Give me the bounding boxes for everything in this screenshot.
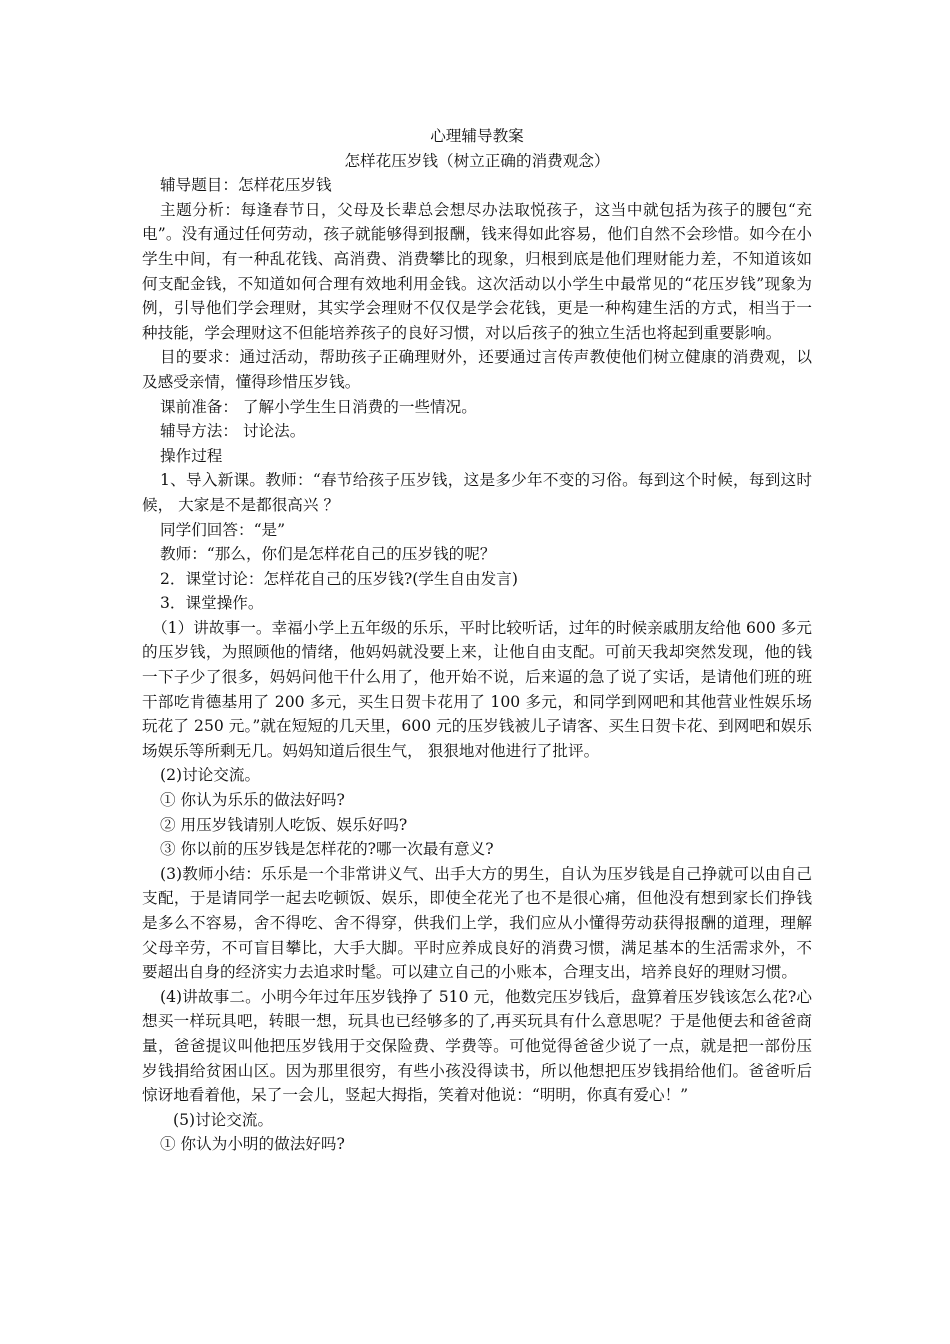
story-2-paragraph: (4)讲故事二。小明今年过年压岁钱挣了 510 元，他数完压岁钱后，盘算着压岁钱该怎么花?心想买一样玩具吧，转眼一想，玩具也已经够多的了,再买玩具有什么意思呢？于是他便去和爸爸商量，爸爸提议叫他把压岁钱用于交保险费、学费等。可他觉得爸爸少说了一点，就是把一部份压岁钱捐给贫困山区。因为那里很穷，有些小孩没得读书，所以他想把压岁钱捐给他们。爸爸听后惊讶地看着他，呆了一会儿，竖起大拇指，笑着对他说：“明明，你真有爱心！” <box>142 987 812 1105</box>
step-2-line: 2．课堂讨论：怎样花自己的压岁钱?(学生自由发言) <box>160 569 518 588</box>
theme-analysis-paragraph: 主题分析：每逢春节日，父母及长辈总会想尽办法取悦孩子，这当中就包括为孩子的腰包“充电”。没有通过任何劳动，孩子就能够得到报酬，钱来得如此容易，他们自然不会珍惜。如今在小学生中间，有一种乱花钱、高消费、消费攀比的现象，归根到底是他们理财能力差，不知道该如何支配金钱，不知道如何合理有效地利用金钱。这次活动以小学生中最常见的“花压岁钱”现象为例，引导他们学会理财，其实学会理财不仅仅是学会花钱，更是一种构建生活的方式，相当于一种技能，学会理财这不但能培养孩子的良好习惯，对以后孩子的独立生活也将起到重要影响。 <box>142 200 812 342</box>
question-3-line: ③ 你以前的压岁钱是怎样花的?哪一次最有意义? <box>160 840 494 859</box>
step-3-line: 3．课堂操作。 <box>160 594 264 613</box>
question-2-line: ② 用压岁钱请别人吃饭、娱乐好吗? <box>160 815 408 834</box>
story-1-text: （1）讲故事一。幸福小学上五年级的乐乐，平时比较听话，过年的时候亲戚朋友给他 600 多元的压岁钱，为照顾他的情绪，他妈妈就没要上来，让他自由支配。可前天我却突然发现，他的钱一下子少了很多，妈妈问他干什么用了，他开始不说，后来逼的急了说了实话，是请他们班的班干部吃肯德基用了 200 多元，买生日贺卡花用了 100 多元，和同学到网吧和其他营业性娱乐场玩花了 250 元。”就在短短的几天里，600 元的压岁钱被儿子请客、买生日贺卡花、到网吧和娱乐场娱乐等所剩无几。妈妈知道后很生气， 狠狠地对他进行了批评。 <box>142 618 812 760</box>
discussion-5-line: (5)讨论交流。 <box>173 1110 274 1129</box>
document-subtitle: 怎样花压岁钱（树立正确的消费观念） <box>344 151 610 170</box>
document-title: 心理辅导教案 <box>430 127 524 145</box>
process-heading: 操作过程 <box>160 446 223 465</box>
teacher-question-line: 教师：“那么，你们是怎样花自己的压岁钱的呢？ <box>160 545 496 564</box>
student-answer-line: 同学们回答：“是” <box>160 520 286 539</box>
teacher-summary-paragraph: (3)教师小结：乐乐是一个非常讲义气、出手大方的男生，自认为压岁钱是自己挣就可以由自己支配，于是请同学一起去吃顿饭、娱乐，即使全花光了也不是很心痛，但他没有想到家长们挣钱是多么不容易，舍不得吃、舍不得穿，供我们上学，我们应从小懂得劳动获得报酬的道理，理解父母辛劳，不可盲目攀比，大手大脚。平时应养成良好的消费习惯，满足基本的生活需求外，不要超出自身的经济实力去追求时髦。可以建立自己的小账本，合理支出，培养良好的理财习惯。 <box>142 864 812 982</box>
preparation-line: 课前准备： 了解小学生生日消费的一些情况。 <box>160 397 477 416</box>
topic-line: 辅导题目：怎样花压岁钱 <box>160 176 332 195</box>
story-1-paragraph <box>142 616 812 764</box>
discussion-2-line: (2)讨论交流。 <box>160 766 261 785</box>
question-1-line: ① 你认为乐乐的做法好吗? <box>160 791 345 810</box>
method-line: 辅导方法： 讨论法。 <box>160 422 306 441</box>
goal-paragraph: 目的要求：通过活动，帮助孩子正确理财外，还要通过言传声教使他们树立健康的消费观，以及感受亲情，懂得珍惜压岁钱。 <box>142 348 812 391</box>
step-1-paragraph: 1、导入新课。教师：“春节给孩子压岁钱，这是多少年不变的习俗。每到这个时候，每到这时候， 大家是不是都很高兴 ？ <box>142 471 812 514</box>
lesson-plan-body <box>142 124 812 1157</box>
question-4-line: ① 你认为小明的做法好吗? <box>160 1135 345 1154</box>
